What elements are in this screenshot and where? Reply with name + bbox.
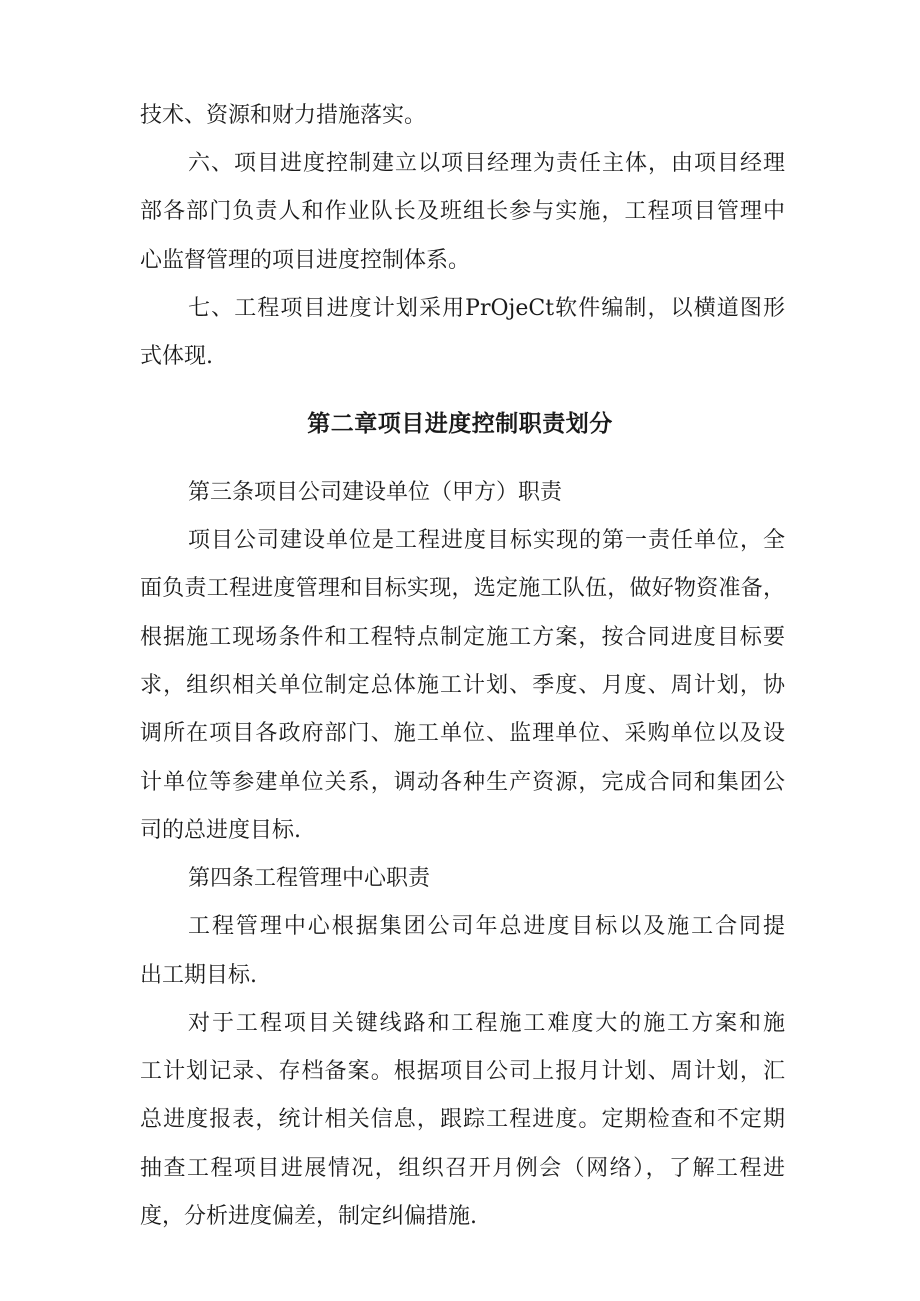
paragraph-line: 求，组织相关单位制定总体施工计划、季度、月度、周计划，协 (140, 673, 785, 698)
paragraph-line: 项目公司建设单位是工程进度目标实现的第一责任单位，全 (188, 528, 785, 553)
chapter-title: 第二章项目进度控制职责划分 (307, 411, 613, 437)
section-title: 第三条项目公司建设单位（甲方）职责 (188, 480, 563, 505)
paragraph-line: 度，分析进度偏差，制定纠偏措施. (140, 1204, 477, 1229)
paragraph-line: 工计划记录、存档备案。根据项目公司上报月计划、周计划，汇 (140, 1059, 785, 1084)
paragraph-line: 总进度报表，统计相关信息，跟踪工程进度。定期检查和不定期 (140, 1107, 785, 1132)
paragraph-line: 七、工程项目进度计划采用PrOjeCt软件编制，以横道图形 (188, 296, 785, 321)
section-title: 第四条工程管理中心职责 (188, 866, 431, 891)
paragraph-line: 面负责工程进度管理和目标实现，选定施工队伍，做好物资准备， (140, 576, 785, 601)
paragraph-line: 部各部门负责人和作业队长及班组长参与实施，工程项目管理中 (140, 199, 785, 224)
paragraph-line: 式体现. (140, 344, 213, 369)
paragraph-line: 对于工程项目关键线路和工程施工难度大的施工方案和施 (188, 1011, 785, 1036)
paragraph-line: 抽查工程项目进展情况，组织召开月例会（网络），了解工程进 (140, 1156, 785, 1181)
paragraph-line: 心监督管理的项目进度控制体系。 (140, 248, 471, 273)
paragraph-line: 调所在项目各政府部门、施工单位、监理单位、采购单位以及设 (140, 721, 785, 746)
paragraph-line: 工程管理中心根据集团公司年总进度目标以及施工合同提 (188, 914, 785, 939)
paragraph-line: 司的总进度目标. (140, 818, 301, 843)
paragraph-line: 出工期目标. (140, 963, 257, 988)
paragraph-line: 计单位等参建单位关系，调动各种生产资源，完成合同和集团公 (140, 770, 785, 795)
paragraph-line: 六、项目进度控制建立以项目经理为责任主体，由项目经理 (188, 151, 785, 176)
paragraph-line: 根据施工现场条件和工程特点制定施工方案，按合同进度目标要 (140, 625, 785, 650)
paragraph-line: 技术、资源和财力措施落实。 (140, 103, 427, 128)
